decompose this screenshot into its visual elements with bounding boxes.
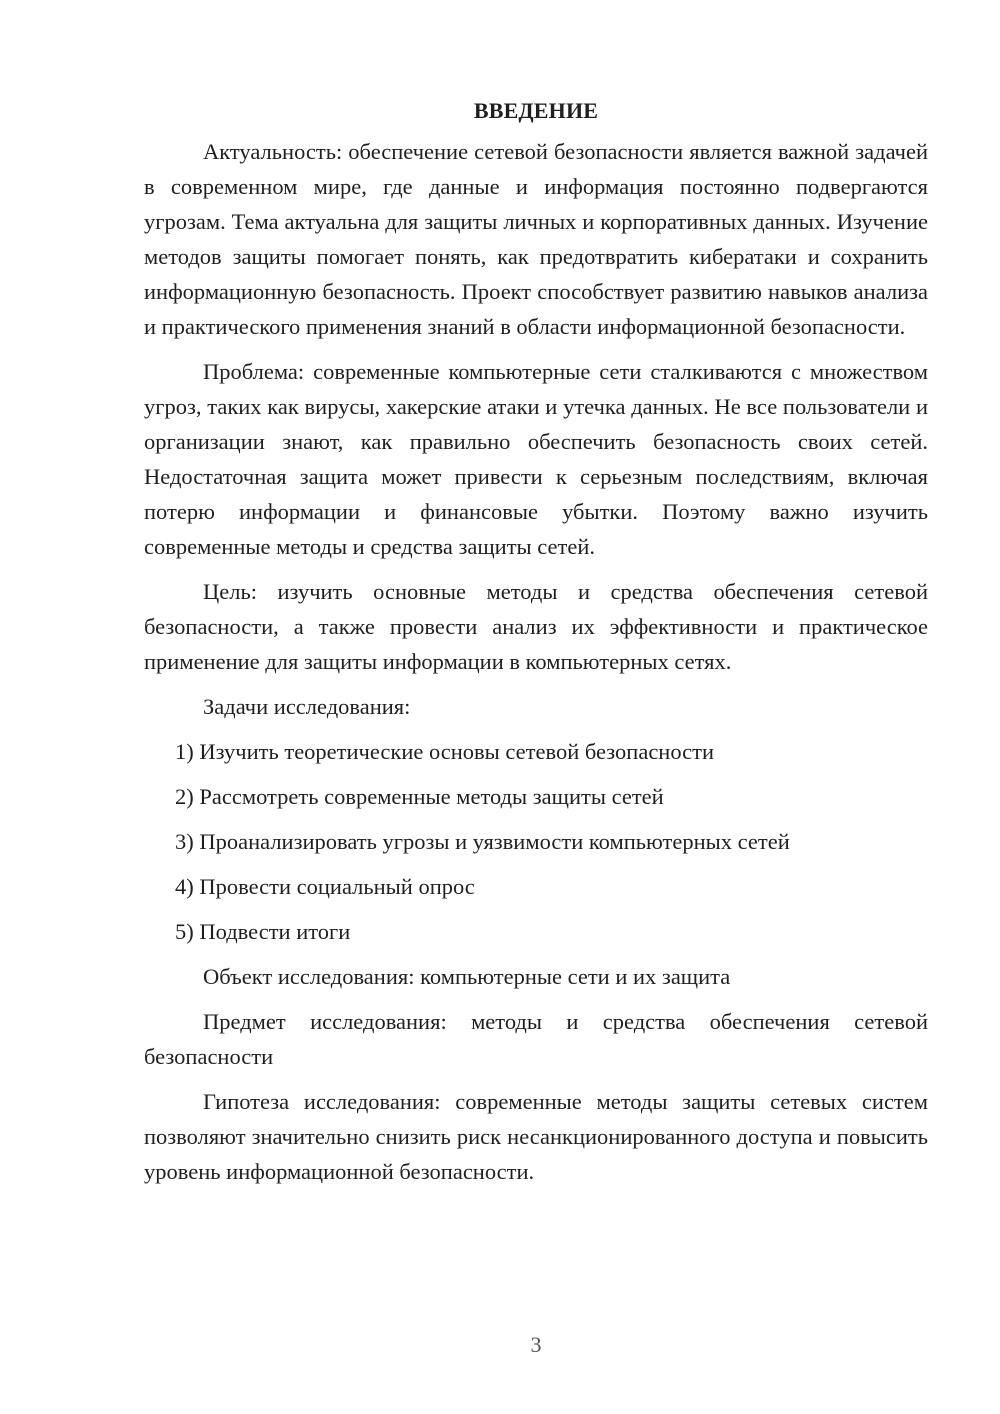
- subject-paragraph: Предмет исследования: методы и средства обеспечения сетевой безопасности: [144, 1009, 928, 1069]
- page-number: 3: [530, 1332, 542, 1357]
- section-heading: ВВЕДЕНИЕ: [473, 98, 599, 123]
- tasks-label: Задачи исследования:: [203, 694, 411, 719]
- task-item: 1) Изучить теоретические основы сетевой безопасности: [175, 739, 715, 764]
- task-item: 3) Проанализировать угрозы и уязвимости компьютерных сетей: [175, 829, 790, 854]
- problem-paragraph: Проблема: современные компьютерные сети сталкиваются с множеством угроз, таких как вирусы, хакерские атаки и утечка данных. Не все пользователи и организации знают, как правильно обеспечить безопасность своих сетей. Недостаточная защита может привести к серьезным последствиям, включая потерю информации и финансовые убытки. Поэтому важно изучить современные методы и средства защиты сетей.: [144, 359, 928, 559]
- relevance-paragraph: Актуальность: обеспечение сетевой безопасности является важной задачей в современном мире, где данные и информация постоянно подвергаются угрозам. Тема актуальна для защиты личных и корпоративных данных. Изучение методов защиты помогает понять, как предотвратить кибератаки и сохранить информационную безопасность. Проект способствует развитию навыков анализа и практического применения знаний в области информационной безопасности.: [144, 139, 928, 339]
- task-item: 2) Рассмотреть современные методы защиты сетей: [175, 784, 664, 809]
- object-paragraph: Объект исследования: компьютерные сети и их защита: [203, 964, 731, 989]
- task-item: 5) Подвести итоги: [175, 919, 351, 944]
- goal-paragraph: Цель: изучить основные методы и средства обеспечения сетевой безопасности, а также провести анализ их эффективности и практическое применение для защиты информации в компьютерных сетях.: [144, 579, 928, 674]
- page-content: [144, 96, 928, 1199]
- hypothesis-paragraph: Гипотеза исследования: современные методы защиты сетевых систем позволяют значительно снизить риск несанкционированного доступа и повысить уровень информационной безопасности.: [144, 1089, 928, 1184]
- tasks-list: [144, 734, 928, 949]
- task-item: 4) Провести социальный опрос: [175, 874, 475, 899]
